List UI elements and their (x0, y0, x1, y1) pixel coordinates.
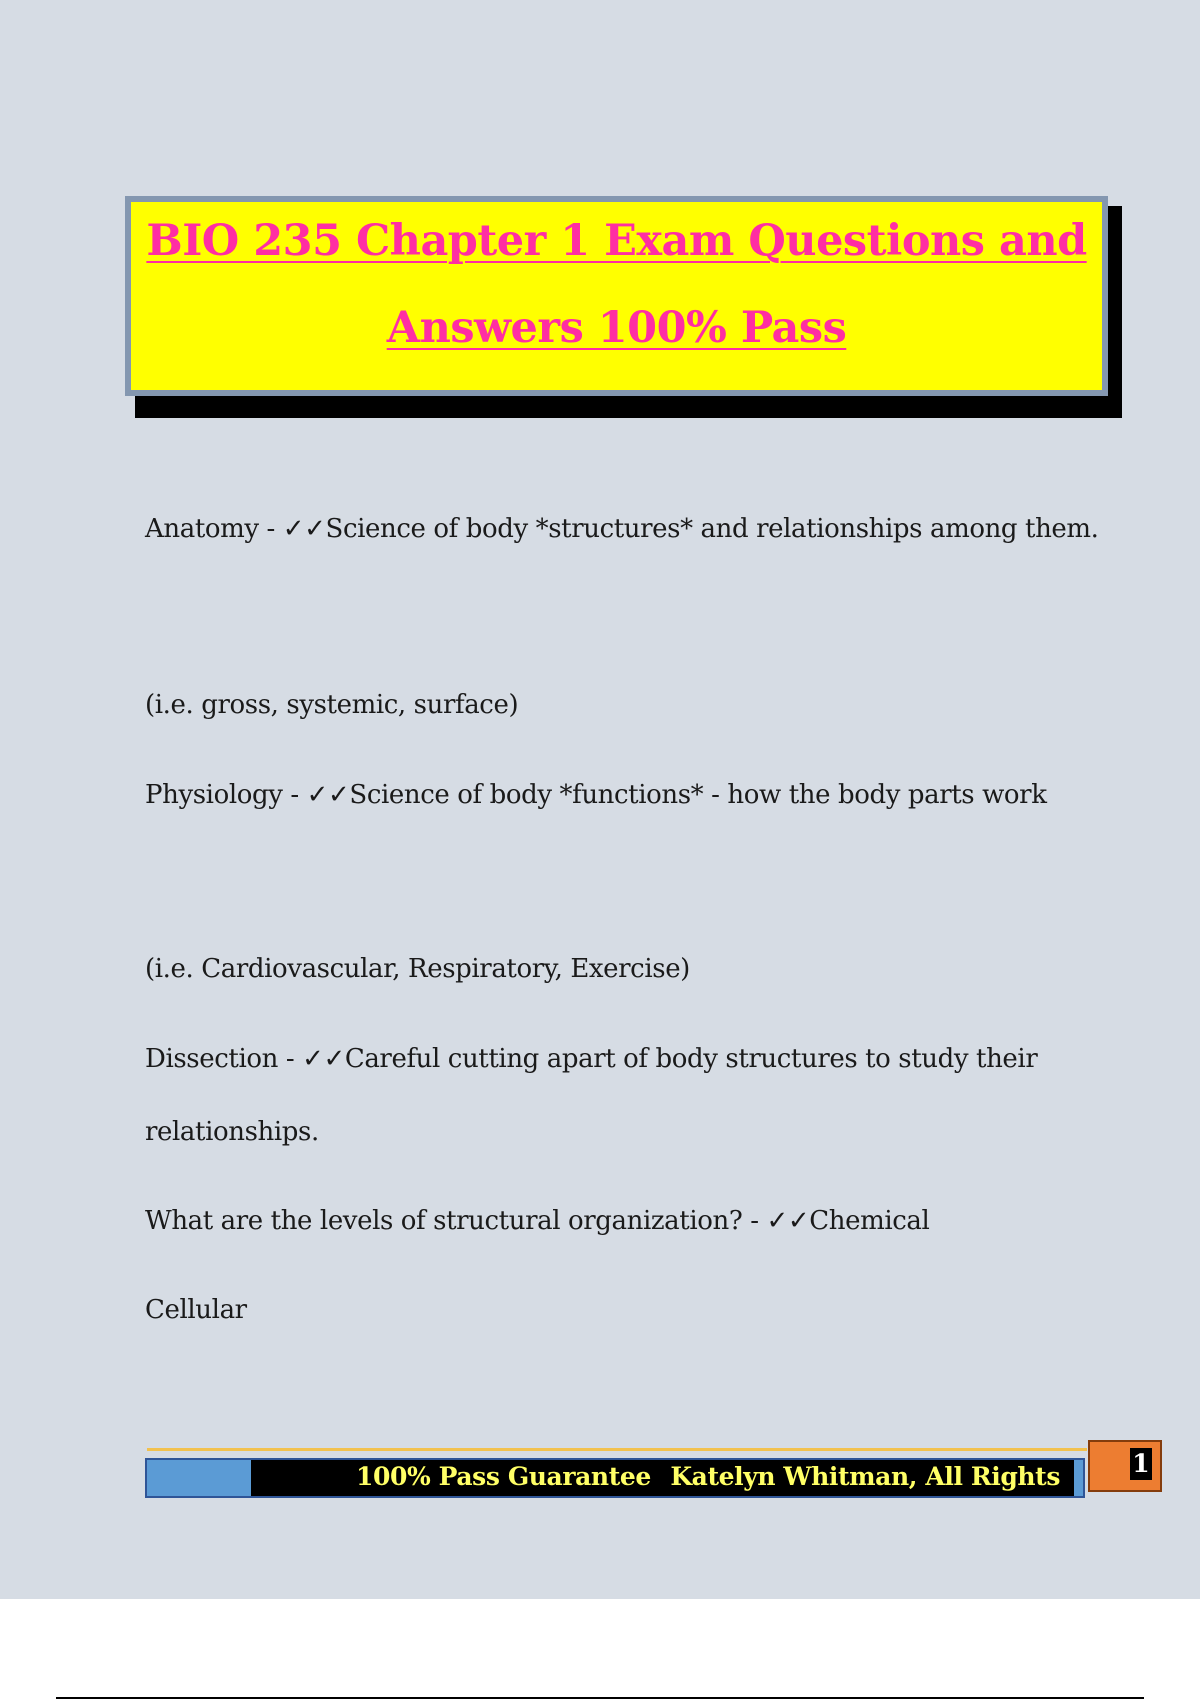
levels-question: What are the levels of structural organization? - ✓✓Chemical (145, 1206, 930, 1236)
page-number-badge (1088, 1440, 1162, 1492)
levels-answer-cellular: Cellular (145, 1295, 247, 1325)
next-page-divider (56, 1697, 1144, 1699)
dissection-definition: Dissection - ✓✓Careful cutting apart of body structures to study their (145, 1044, 1038, 1074)
footer-copyright-text: Katelyn Whitman, All Rights (670, 1462, 1060, 1491)
anatomy-examples: (i.e. gross, systemic, surface) (145, 690, 519, 720)
footer-text-background (251, 1460, 1074, 1496)
document-title-line-1: BIO 235 Chapter 1 Exam Questions and (146, 216, 1087, 266)
physiology-examples: (i.e. Cardiovascular, Respiratory, Exercise) (145, 954, 690, 984)
dissection-definition-continued: relationships. (145, 1117, 319, 1147)
anatomy-definition: Anatomy - ✓✓Science of body *structures* and relationships among them. (145, 514, 1099, 544)
footer-guarantee-text: 100% Pass Guarantee (356, 1462, 651, 1491)
page-number: 1 (1130, 1448, 1152, 1480)
physiology-definition: Physiology - ✓✓Science of body *functions* - how the body parts work (145, 780, 1047, 810)
title-box (125, 196, 1108, 396)
footer-bar (145, 1458, 1085, 1498)
document-title-line-2: Answers 100% Pass (386, 303, 847, 353)
footer-divider (147, 1448, 1087, 1451)
